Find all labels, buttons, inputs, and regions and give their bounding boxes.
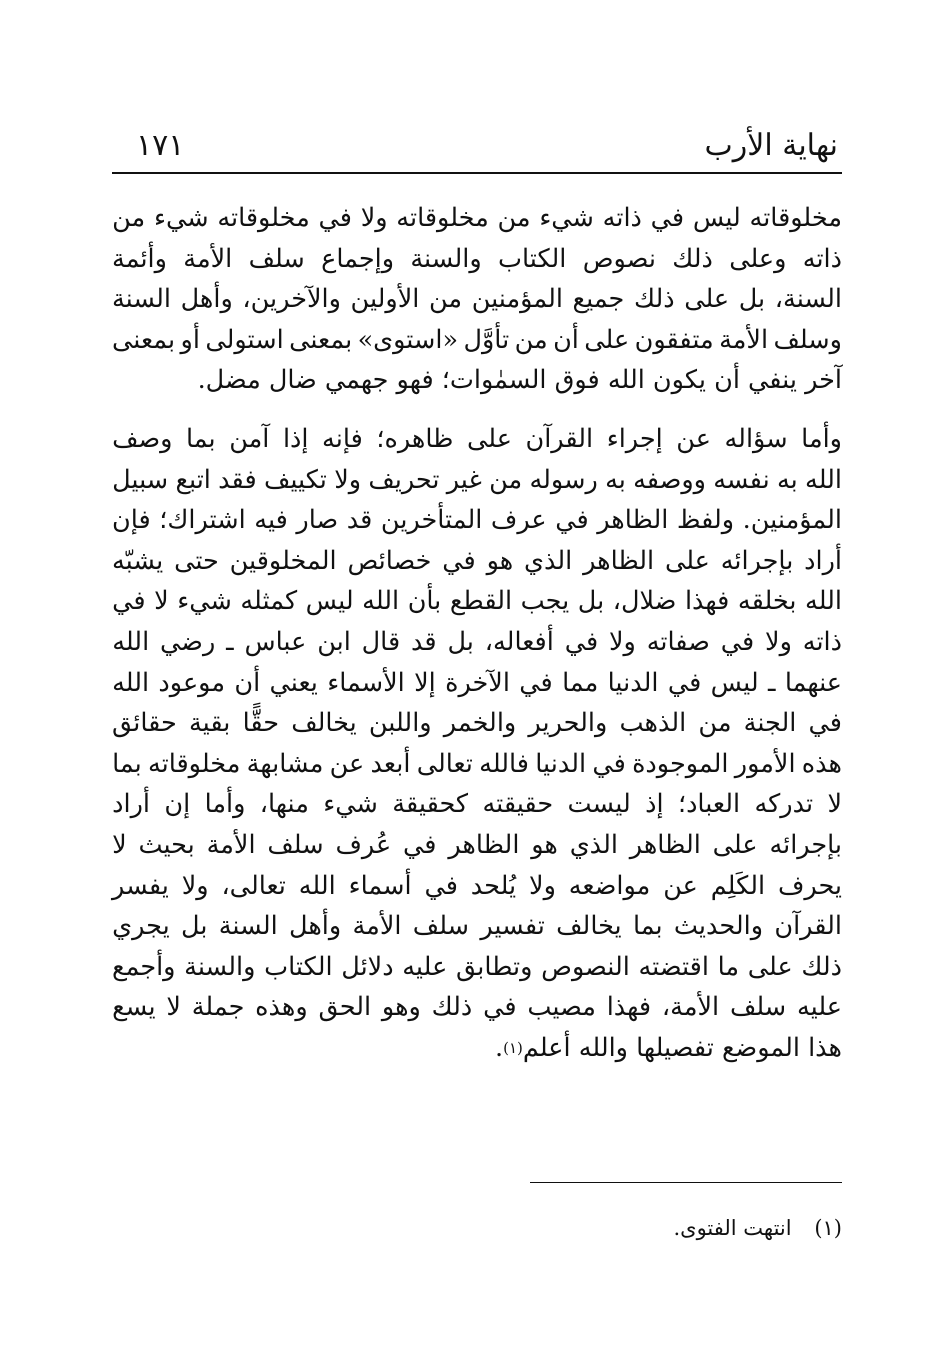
header-rule bbox=[112, 172, 842, 174]
text-line: الله به نفسه ووصفه به رسوله من غير تحريف ولا تكييف فقد اتبع سبيل bbox=[112, 464, 842, 495]
text-line: وسلف الأمة متفقون على أن من تأوَّل «استوى» بمعنى استولى أو بمعنى bbox=[112, 324, 842, 355]
footnote-number: (١) bbox=[814, 1216, 842, 1240]
footnote-separator bbox=[530, 1182, 842, 1183]
text-line: مخلوقاته ليس في ذاته شيء من مخلوقاته ولا في مخلوقاته شيء من bbox=[112, 203, 842, 233]
page-number: ١٧١ bbox=[136, 128, 185, 163]
footnote-text: انتهت الفتوى. bbox=[673, 1216, 792, 1240]
text-line: المؤمنين. ولفظ الظاهر في عرف المتأخرين قد صار فيه اشتراك؛ فإن bbox=[112, 505, 842, 536]
text-line: وأما سؤاله عن إجراء القرآن على ظاهره؛ فإنه إذا آمن بما وصف bbox=[112, 423, 842, 454]
text-line: لا تدركه العباد؛ إذ ليست حقيقته كحقيقة شيء منها، وأما إن أراد bbox=[112, 789, 842, 820]
text-line bbox=[112, 360, 842, 401]
page-header bbox=[112, 122, 842, 174]
text-line: السنة، بل على ذلك جميع المؤمنين من الأولين والآخرين، وأهل السنة bbox=[112, 284, 842, 315]
text-line: عنهما ـ ليس في الدنيا مما في الآخرة إلا الأسماء يعني أن موعود الله bbox=[112, 667, 842, 698]
text-line: في الجنة من الذهب والحرير والخمر واللبن يخالف حقًّا بقية حقائق bbox=[112, 708, 842, 739]
closing-punctuation: . bbox=[495, 1032, 504, 1063]
running-title: نهاية الأرب bbox=[704, 128, 838, 163]
footnote bbox=[112, 1208, 842, 1248]
text-line: ذاته ولا في صفاته ولا في أفعاله، بل قد قال ابن عباس ـ رضي الله bbox=[112, 626, 842, 657]
paragraph-gap bbox=[112, 401, 842, 419]
body-text bbox=[112, 198, 842, 1068]
text-line: بإجرائه على الظاهر الذي هو الظاهر في عُرف سلف الأمة بحيث لا bbox=[112, 829, 842, 860]
text-line-content: هذا الموضع تفصيلها والله أعلم bbox=[522, 1032, 842, 1063]
text-line: القرآن والحديث بما يخالف تفسير سلف الأمة وأهل السنة بل يجري bbox=[112, 911, 842, 942]
text-line-content: آخر ينفي أن يكون الله فوق السمٰوات؛ فهو جهمي ضال مضل. bbox=[197, 365, 842, 396]
text-line: الله بخلقه فهذا ضلال، بل يجب القطع بأن الله ليس كمثله شيء لا في bbox=[112, 586, 842, 617]
text-line: هذه الأمور الموجودة في الدنيا فالله تعالى أبعد عن مشابهة مخلوقاته بما bbox=[112, 748, 842, 779]
text-line: هذا الموضع تفصيلها والله أعلم (١) . bbox=[112, 1028, 842, 1069]
text-line: أراد بإجرائه على الظاهر الذي هو في خصائص المخلوقين حتى يشبّه bbox=[112, 545, 842, 576]
text-line: ذلك على ما اقتضته النصوص وتطابق عليه دلائل الكتاب والسنة وأجمع bbox=[112, 951, 842, 982]
text-line: يحرف الكَلِم عن مواضعه ولا يُلحد في أسماء الله تعالى، ولا يفسر bbox=[112, 870, 842, 901]
text-line: ذاته وعلى ذلك نصوص الكتاب والسنة وإجماع سلف الأمة وأئمة bbox=[112, 243, 842, 274]
text-line: عليه سلف الأمة، فهذا مصيب في ذلك وهو الحق وهذه جملة لا يسع bbox=[112, 992, 842, 1023]
